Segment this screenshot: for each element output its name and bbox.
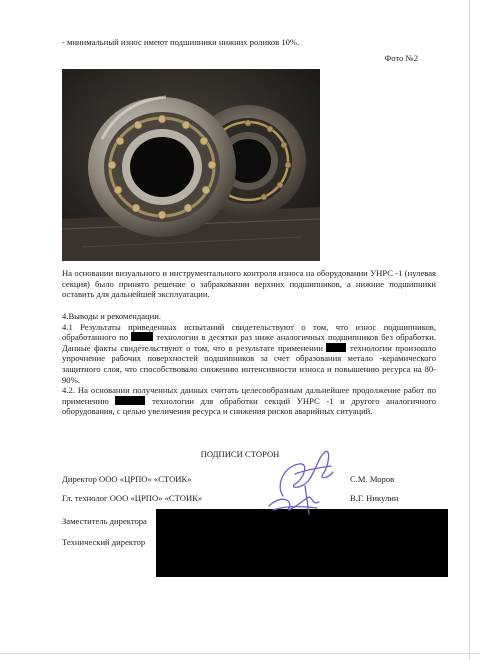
signature-row	[62, 474, 436, 484]
signature-row	[62, 493, 436, 503]
wear-summary-line: - минимальный износ имеют подшипники нижних роликов 10%.	[62, 37, 300, 47]
signer-role: Технический директор	[62, 537, 146, 547]
paragraph-4-2-part-b: технологии для обработки секций УНРС -1 и другого аналогичного оборудования, с целью увеличения ресурса и снижения рисков аварийных ситуаций.	[62, 395, 436, 417]
page-edge-right	[469, 0, 470, 660]
signer-role: Директор ООО «ЦРПО» «СТОИК»	[62, 474, 192, 484]
section-title: 4.Выводы и рекомендации.	[62, 311, 162, 321]
paragraph-4-2-part-a: 4.2. На основании полученных данных считать целесообразным дальнейшее продолжение работ по применению	[62, 385, 436, 406]
paragraph-4-1	[62, 322, 436, 386]
signatures-title: ПОДПИСИ СТОРОН	[200, 449, 280, 459]
page-edge-bottom	[0, 653, 480, 654]
bearings-photo	[62, 69, 320, 261]
conclusions-section	[62, 311, 436, 417]
inspection-conclusion: На основании визуального и инструментального контроля износа на оборудовании УНРС -1 (нулевая секция) было принято решение о забраковании верхних подшипников, а нижние подшипники оставить для дальнейшей эксплуатации.	[62, 268, 436, 300]
photo-caption: Фото №2	[384, 53, 418, 63]
paragraph-4-2	[62, 385, 436, 417]
paragraph-4-1-part-b: технологии в десятки раз ниже аналогичных подшипников без обработки. Данные факты свидетельствуют о том, что в результате применении	[62, 332, 436, 353]
signer-name: С.М. Моров	[350, 474, 395, 484]
paragraph-4-1-part-c: технологии произошло упрочнение рабочих поверхностей подшипников за счет образования метало -керамического защитного слоя, что способствовало снижению интенсивности износа и повышению ресурса на 80-90%.	[62, 342, 436, 385]
signer-role: Заместитель директора	[62, 516, 147, 526]
redacted-block	[115, 396, 145, 405]
handwritten-signature	[265, 444, 345, 519]
signer-name: В.Г. Никулин	[350, 493, 399, 503]
redacted-block	[131, 332, 153, 341]
redacted-signatures-block	[156, 509, 448, 577]
paragraph-4-1-part-a: 4.1 Результаты приведенных испытаний свидетельствуют о том, что износ подшипников, обработанного по	[62, 321, 436, 343]
redacted-block	[326, 343, 346, 352]
bearings-illustration	[62, 69, 320, 261]
signer-role: Гл. технолог ООО «ЦРПО» «СТОИК»	[62, 493, 203, 503]
